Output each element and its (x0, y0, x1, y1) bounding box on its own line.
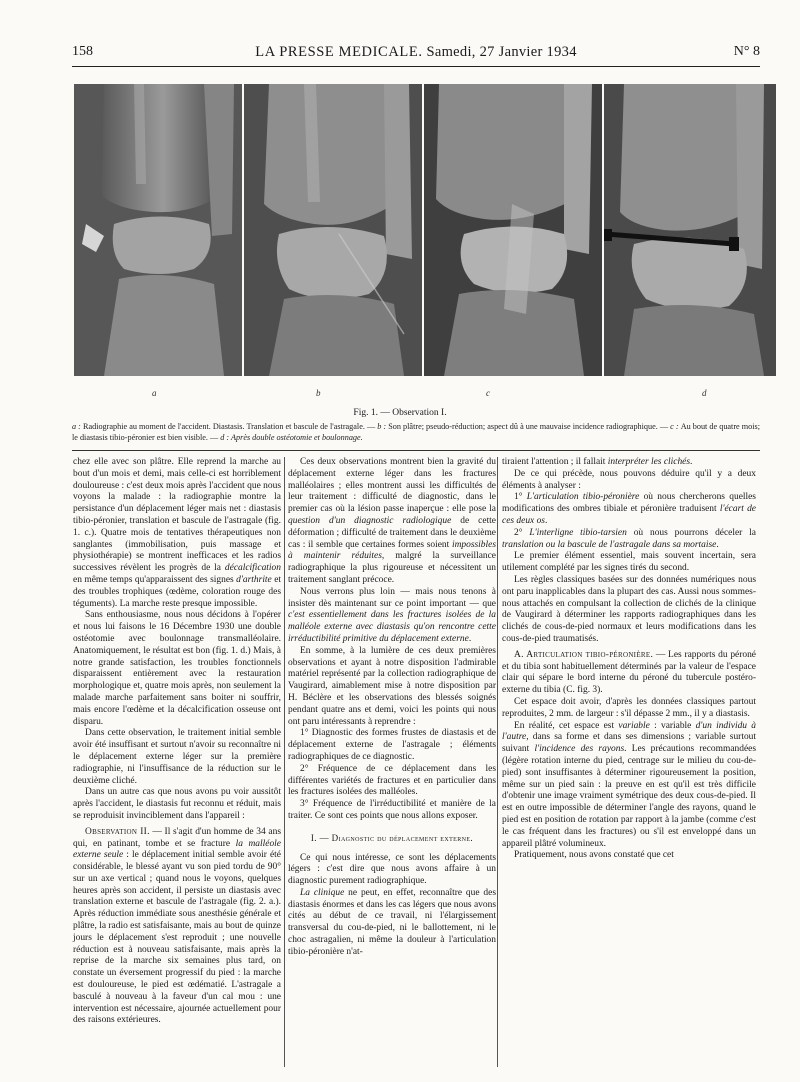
paragraph (502, 575, 756, 646)
text-run: interpréter les clichés (607, 457, 691, 467)
text-run: la malléole externe seule (73, 838, 281, 861)
paragraph (502, 528, 756, 552)
text-run: 3° Fréquence de l'irréductibilité et manière de la traiter. Ce sont ces points que nous allons exposer. (288, 799, 496, 821)
text-run: L'articulation tibio-péronière (526, 492, 640, 503)
panel-label-a: a (152, 388, 157, 398)
text-run: 2° Fréquence de ce déplacement dans les différentes variétés de fractures et en particulier dans les fractures isolées des malléoles. (288, 763, 496, 798)
text-run: . Les précautions recommandées (légère rotation interne du pied, centrage sur le milieu du cou-de-pied) sont insuffisantes à déterminer rigoureusement la position, même sur un pied sain : la preuve en est qu'il est très difficile d'obtenir une image vraiment symétrique des deux cous-de-pied. Il est en outre impossible de déterminer l'angle des rayons, quand le pied est en position de rotation par rapport à la jambe (comme c'est le cas fréquent dans les fractures) ou s'il est enveloppé dans un appareil plâtré volumineux. (502, 744, 756, 849)
text-run: La clinique (300, 887, 345, 898)
caption-rule (72, 450, 760, 451)
paragraph (288, 587, 496, 646)
text-run: ne peut, en effet, reconnaître que des diastasis énormes et dans les cas légers que nous avons cités au début de ce travail, ni l'élargissement transversal du cou-de-pied, ni le ballottement, ni le choc astragalien, ni même la douleur à l'articulation tibio-péronière n'at- (288, 887, 497, 957)
text-run: I. — Diagnostic du déplacement externe. (310, 832, 474, 843)
text-run: en même temps qu'apparaissent des signes (73, 574, 237, 585)
text-run: — Il s'agit d'un homme de 34 ans qui, en patinant, tombe et se fracture (73, 826, 281, 849)
text-run: , malgré la surveillance radiographique la plus rigoureuse et nécessitent un traitement sanglant précoce. (288, 551, 496, 585)
text-run: . (690, 457, 693, 467)
journal-name: LA PRESSE MEDICALE. (255, 44, 423, 60)
section-heading (288, 833, 496, 845)
issue-date: Samedi, 27 Janvier 1934 (426, 44, 577, 60)
text-run: variable (618, 720, 650, 731)
paragraph (502, 850, 756, 862)
text-run: En somme, à la lumière de ces deux premières observations et ayant à notre disposition l'admirable matériel représenté par la collection radiographique de Vaugirard, aimablement mise à notre disposition par H. Béclère et les observations des blessés soignés pendant quatre ans et demi, voici les points qui nous ont paru intéressants à reprendre : (288, 645, 496, 727)
text-run: De ce qui précède, nous pouvons déduire qu'il y a deux éléments à analyser : (502, 468, 756, 491)
paragraph (73, 827, 281, 1028)
paragraph (288, 853, 496, 888)
text-run: — Les rapports du péroné et du tibia sont habituellement déterminés par la valeur de l'espace clair qui sépare le bord interne du péroné du tubercule postéro-externe du tibia (C. fig. 3). (502, 649, 756, 696)
text-run: Pratiquement, nous avons constaté que cet (514, 850, 674, 861)
text-run: l'incidence des rayons (534, 744, 625, 755)
text-run: Le premier élément essentiel, mais souvent incertain, sera utilement complété par les signes tirés du second. (502, 551, 756, 574)
xray-panel-b (244, 84, 422, 376)
text-run: question d'un diagnostic radiologique (288, 515, 452, 526)
journal-title (72, 44, 760, 61)
text-run: . (468, 633, 472, 644)
text-run: c'est essentiellement dans les fractures isolées de la malléole externe avec diastasis qu'on rencontre cette irréductibilité primitive du déplacement externe (288, 610, 496, 644)
figure-caption (72, 421, 760, 443)
paragraph (288, 764, 496, 799)
text-column-1 (73, 457, 281, 1027)
panel-label-c: c (486, 388, 490, 398)
paragraph (502, 492, 756, 527)
text-run: Dans un autre cas que nous avons pu voir aussitôt après l'accident, le diastasis fut reconnu et réduit, mais se reproduisit invinciblement dans l'appareil : (73, 787, 281, 821)
paragraph (73, 457, 281, 610)
text-run: d'arthrite (236, 574, 272, 585)
paragraph (288, 457, 496, 587)
caption-fragment: a : (72, 422, 83, 431)
text-run: Sans enthousiasme, nous nous décidons à l'opérer et nous lui faisons le 16 Décembre 1930 une double ostéotomie avec boulonnage transmalléolaire. Anatomiquement, le résultat est bon (fig. 1. d.) Mais, à notre grande satisfaction, les troubles fonctionnels disparaissent entièrement avec la restauration morphologique et, quatre mois après, non seulement la malade marche parfaitement sans boiter ni souffrir, mais encore l'œdème et la décalcification osseuse ont disparu. (73, 610, 281, 727)
text-run: l'écart de ces deux os (502, 504, 756, 526)
text-run: et des troubles trophiques (œdème, coloration rouge des téguments). La marche reste presque impossible. (73, 574, 282, 609)
text-run: . (544, 515, 548, 526)
text-run: . (716, 539, 719, 550)
text-run: tiraient l'attention ; il fallait (502, 457, 608, 467)
text-run: décalcification (224, 563, 281, 574)
text-run: Ce qui nous intéresse, ce sont les déplacements légers : c'est dire que nous avons affaire à un diagnostic purement radiographique. (288, 852, 496, 887)
text-run: Ces deux observations montrent bien la gravité du déplacement externe léger dans les fractures malléolaires ; elles montrent aussi les difficultés de leur traitement : difficulté de diagnostic, dans le premier cas où la lésion passe inaperçue : elle pose la (288, 457, 496, 515)
xray-panel-a (74, 84, 242, 376)
text-run: de cette déformation ; difficulté de traitement dans le deuxième cas : il semble que certaines formes soient (288, 515, 496, 550)
figure-title: Fig. 1. — Observation I. (353, 408, 447, 418)
xray-panel-c (424, 84, 602, 376)
header-rule (72, 66, 760, 67)
text-run: translation ou la bascule de l'astragale dans sa mortaise (502, 539, 717, 550)
paragraph (502, 697, 756, 721)
paragraph (288, 728, 496, 763)
issue-number: N° 8 (733, 44, 760, 59)
text-run: Nous verrons plus loin — mais nous tenons à insister dès maintenant sur ce point important — que (288, 586, 496, 609)
paragraph (73, 728, 281, 787)
paragraph (288, 799, 496, 823)
panel-label-d: d (702, 388, 707, 398)
paragraph (73, 787, 281, 822)
caption-fragment: Son plâtre; pseudo-réduction; aspect dû à une mauvaise incidence radiographique. — (388, 422, 671, 431)
text-run: , dans sa forme et dans ses dimensions ; variable surtout suivant (502, 732, 756, 755)
paragraph (288, 888, 496, 959)
text-run: où nous chercherons quelles modifications des ombres tibiale et péronière traduisent (502, 492, 756, 515)
caption-fragment: c : (670, 422, 681, 431)
paragraph (502, 457, 756, 469)
text-run: Observation II. (85, 826, 150, 837)
xray-panel-d (604, 84, 776, 376)
text-run: chez elle avec son plâtre. Elle reprend la marche au bout d'un mois et demi, mais celle-ci est horriblement douloureuse : c'est deux mois après l'accident que nous voyons la malade : la radiographie montre la persistance d'un déplacement léger mais net : diastasis tibio-péronier, translation et bascule de l'astragale (fig. 1. c.). Quatre mois de tentatives thérapeutiques non sanglantes (immobilisation, puis massage et physiothérapie) se montrent inefficaces et les radios successives révèlent les progrès de la (73, 457, 281, 574)
text-run: Cet espace doit avoir, d'après les données classiques partout reproduites, 2 mm. de largeur : s'il dépasse 2 mm., il y a diastasis. (502, 696, 756, 719)
caption-fragment: b : (377, 422, 389, 431)
paragraph (502, 721, 756, 851)
text-run: Dans cette observation, le traitement initial semble avoir été insuffisant et surtout n'avoir su reconnaître ni le déplacement externe léger sur la première radiographie, ni l'insuffisance de la réduction sur le deuxième cliché. (73, 728, 281, 786)
text-run: 1° (514, 492, 527, 503)
column-divider (497, 457, 498, 1067)
text-run: : le déplacement initial semble avoir été considérable, le blessé ayant vu son pied tordu de 90° sur un axe vertical ; quand nous le voyons, quelques heures après son accident, il persiste un diastasis avec translation externe et bascule de l'astragale (fig. 2. a.). Après réduction immédiate sous anesthésie générale et plâtre, la radio est satisfaisante, mais au bout de quinze jours le déplacement s'est reproduit ; une nouvelle réduction est à nouveau satisfaisante, mais après la reprise de la marche six semaines plus tard, on constate un éversement progressif du pied : la marche est douloureuse, le pied est œdématié. L'astragale a basculé à nouveau à la faveur d'un cal mou : une intervention est nécessaire, ajournée actuellement pour des raisons extérieures. (73, 850, 281, 1026)
text-run: 1° Diagnostic des formes frustes de diastasis et de déplacement externe de l'astragale ; éléments radiographiques de ce diagnostic. (288, 728, 496, 762)
caption-fragment: Au bout de quatre mois; le diastasis tibio-péronier est bien visible. — (72, 422, 760, 442)
paragraph (502, 469, 756, 493)
xray-figure (74, 84, 776, 376)
page-number: 158 (72, 44, 93, 59)
text-run: A. Articulation tibio-péronière. (514, 649, 654, 660)
paragraph (502, 551, 756, 575)
caption-fragment: Radiographie au moment de l'accident. Diastasis. Translation et bascule de l'astragale. — (83, 422, 378, 431)
text-column-2 (288, 457, 496, 959)
text-column-3 (502, 457, 756, 862)
column-divider (284, 457, 285, 1067)
text-run: Les règles classiques basées sur des données numériques nous ont paru inapplicables dans la plupart des cas. Aussi nous sommes-nous attachés en compulsant la collection de clichés de la clinique de Vaugirard à déterminer les rapports radiographiques dans les clichés de cous-de-pied normaux et leurs modifications dans les cous-de-pied traumatisés. (502, 574, 756, 644)
paragraph (502, 650, 756, 697)
text-run: 2° (514, 527, 530, 538)
text-run: : variable (649, 720, 696, 731)
panel-label-b: b (316, 388, 321, 398)
text-run: En réalité, cet espace est (514, 720, 619, 731)
paragraph (73, 610, 281, 728)
text-run: L'interligne tibio-tarsien (529, 527, 627, 538)
text-run: impossibles à maintenir réduites (288, 539, 496, 562)
paragraph (288, 646, 496, 729)
text-run: où nous pourrons déceler la (626, 527, 756, 538)
text-run: d'un individu à l'autre (502, 720, 756, 743)
caption-fragment: d : Après double ostéotomie et boulonnage. (220, 433, 363, 442)
